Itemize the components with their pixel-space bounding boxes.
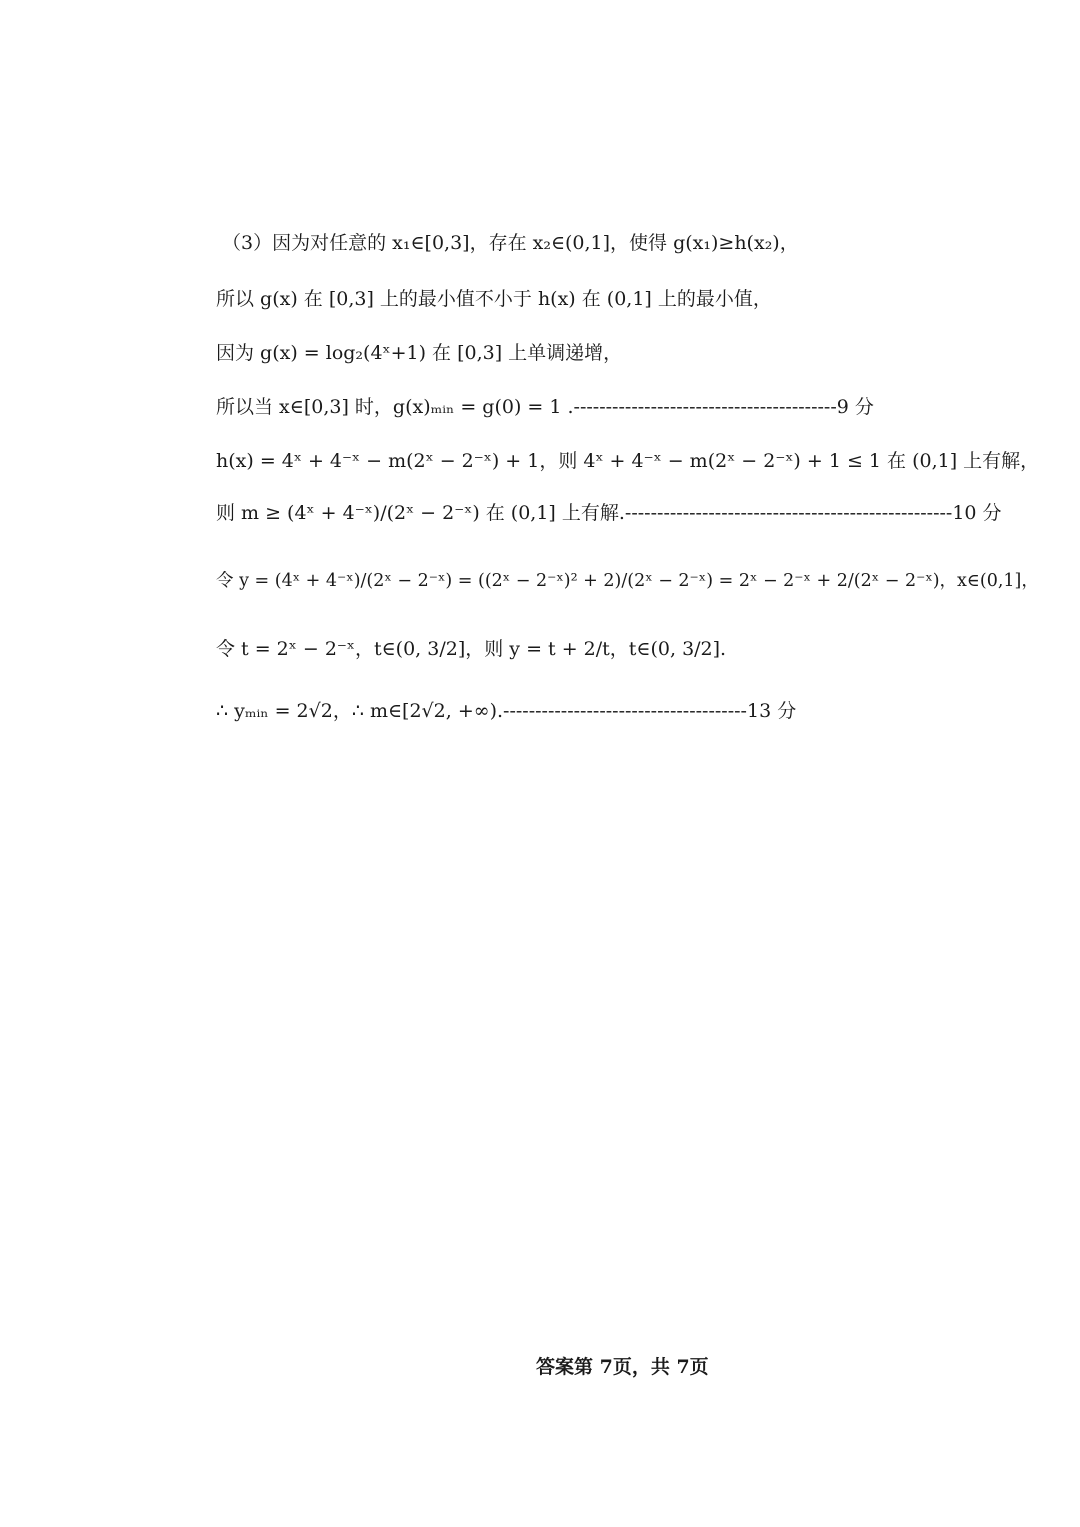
solution-line-6: 则 m ≥ (4ˣ + 4⁻ˣ)/(2ˣ − 2⁻ˣ) 在 (0,1] 上有解.---------------------------------------------------10 分 bbox=[216, 502, 1002, 524]
solution-line-2: 所以 g(x) 在 [0,3] 上的最小值不小于 h(x) 在 (0,1] 上的最小值， bbox=[216, 288, 772, 310]
page-footer: 答案第 7页，共 7页 bbox=[536, 1356, 709, 1378]
solution-line-8: 令 t = 2ˣ − 2⁻ˣ，t∈(0, 3/2]，则 y = t + 2/t，t∈(0, 3/2]. bbox=[216, 638, 727, 660]
solution-line-5: h(x) = 4ˣ + 4⁻ˣ − m(2ˣ − 2⁻ˣ) + 1，则 4ˣ + 4⁻ˣ − m(2ˣ − 2⁻ˣ) + 1 ≤ 1 在 (0,1] 上有解， bbox=[216, 450, 1040, 472]
solution-line-3: 因为 g(x) = log₂(4ˣ+1) 在 [0,3] 上单调递增， bbox=[216, 342, 623, 364]
solution-line-7: 令 y = (4ˣ + 4⁻ˣ)/(2ˣ − 2⁻ˣ) = ((2ˣ − 2⁻ˣ)² + 2)/(2ˣ − 2⁻ˣ) = 2ˣ − 2⁻ˣ + 2/(2ˣ − 2⁻ˣ)，x∈(0,1]， bbox=[216, 571, 1039, 591]
solution-line-1: （3）因为对任意的 x₁∈[0,3]，存在 x₂∈(0,1]，使得 g(x₁)≥h(x₂)， bbox=[222, 232, 799, 254]
solution-line-4: 所以当 x∈[0,3] 时，g(x)ₘᵢₙ = g(0) = 1 .-----------------------------------------9 分 bbox=[216, 396, 874, 418]
solution-line-9: ∴ yₘᵢₙ = 2√2，∴ m∈[2√2, +∞).--------------------------------------13 分 bbox=[216, 700, 797, 722]
